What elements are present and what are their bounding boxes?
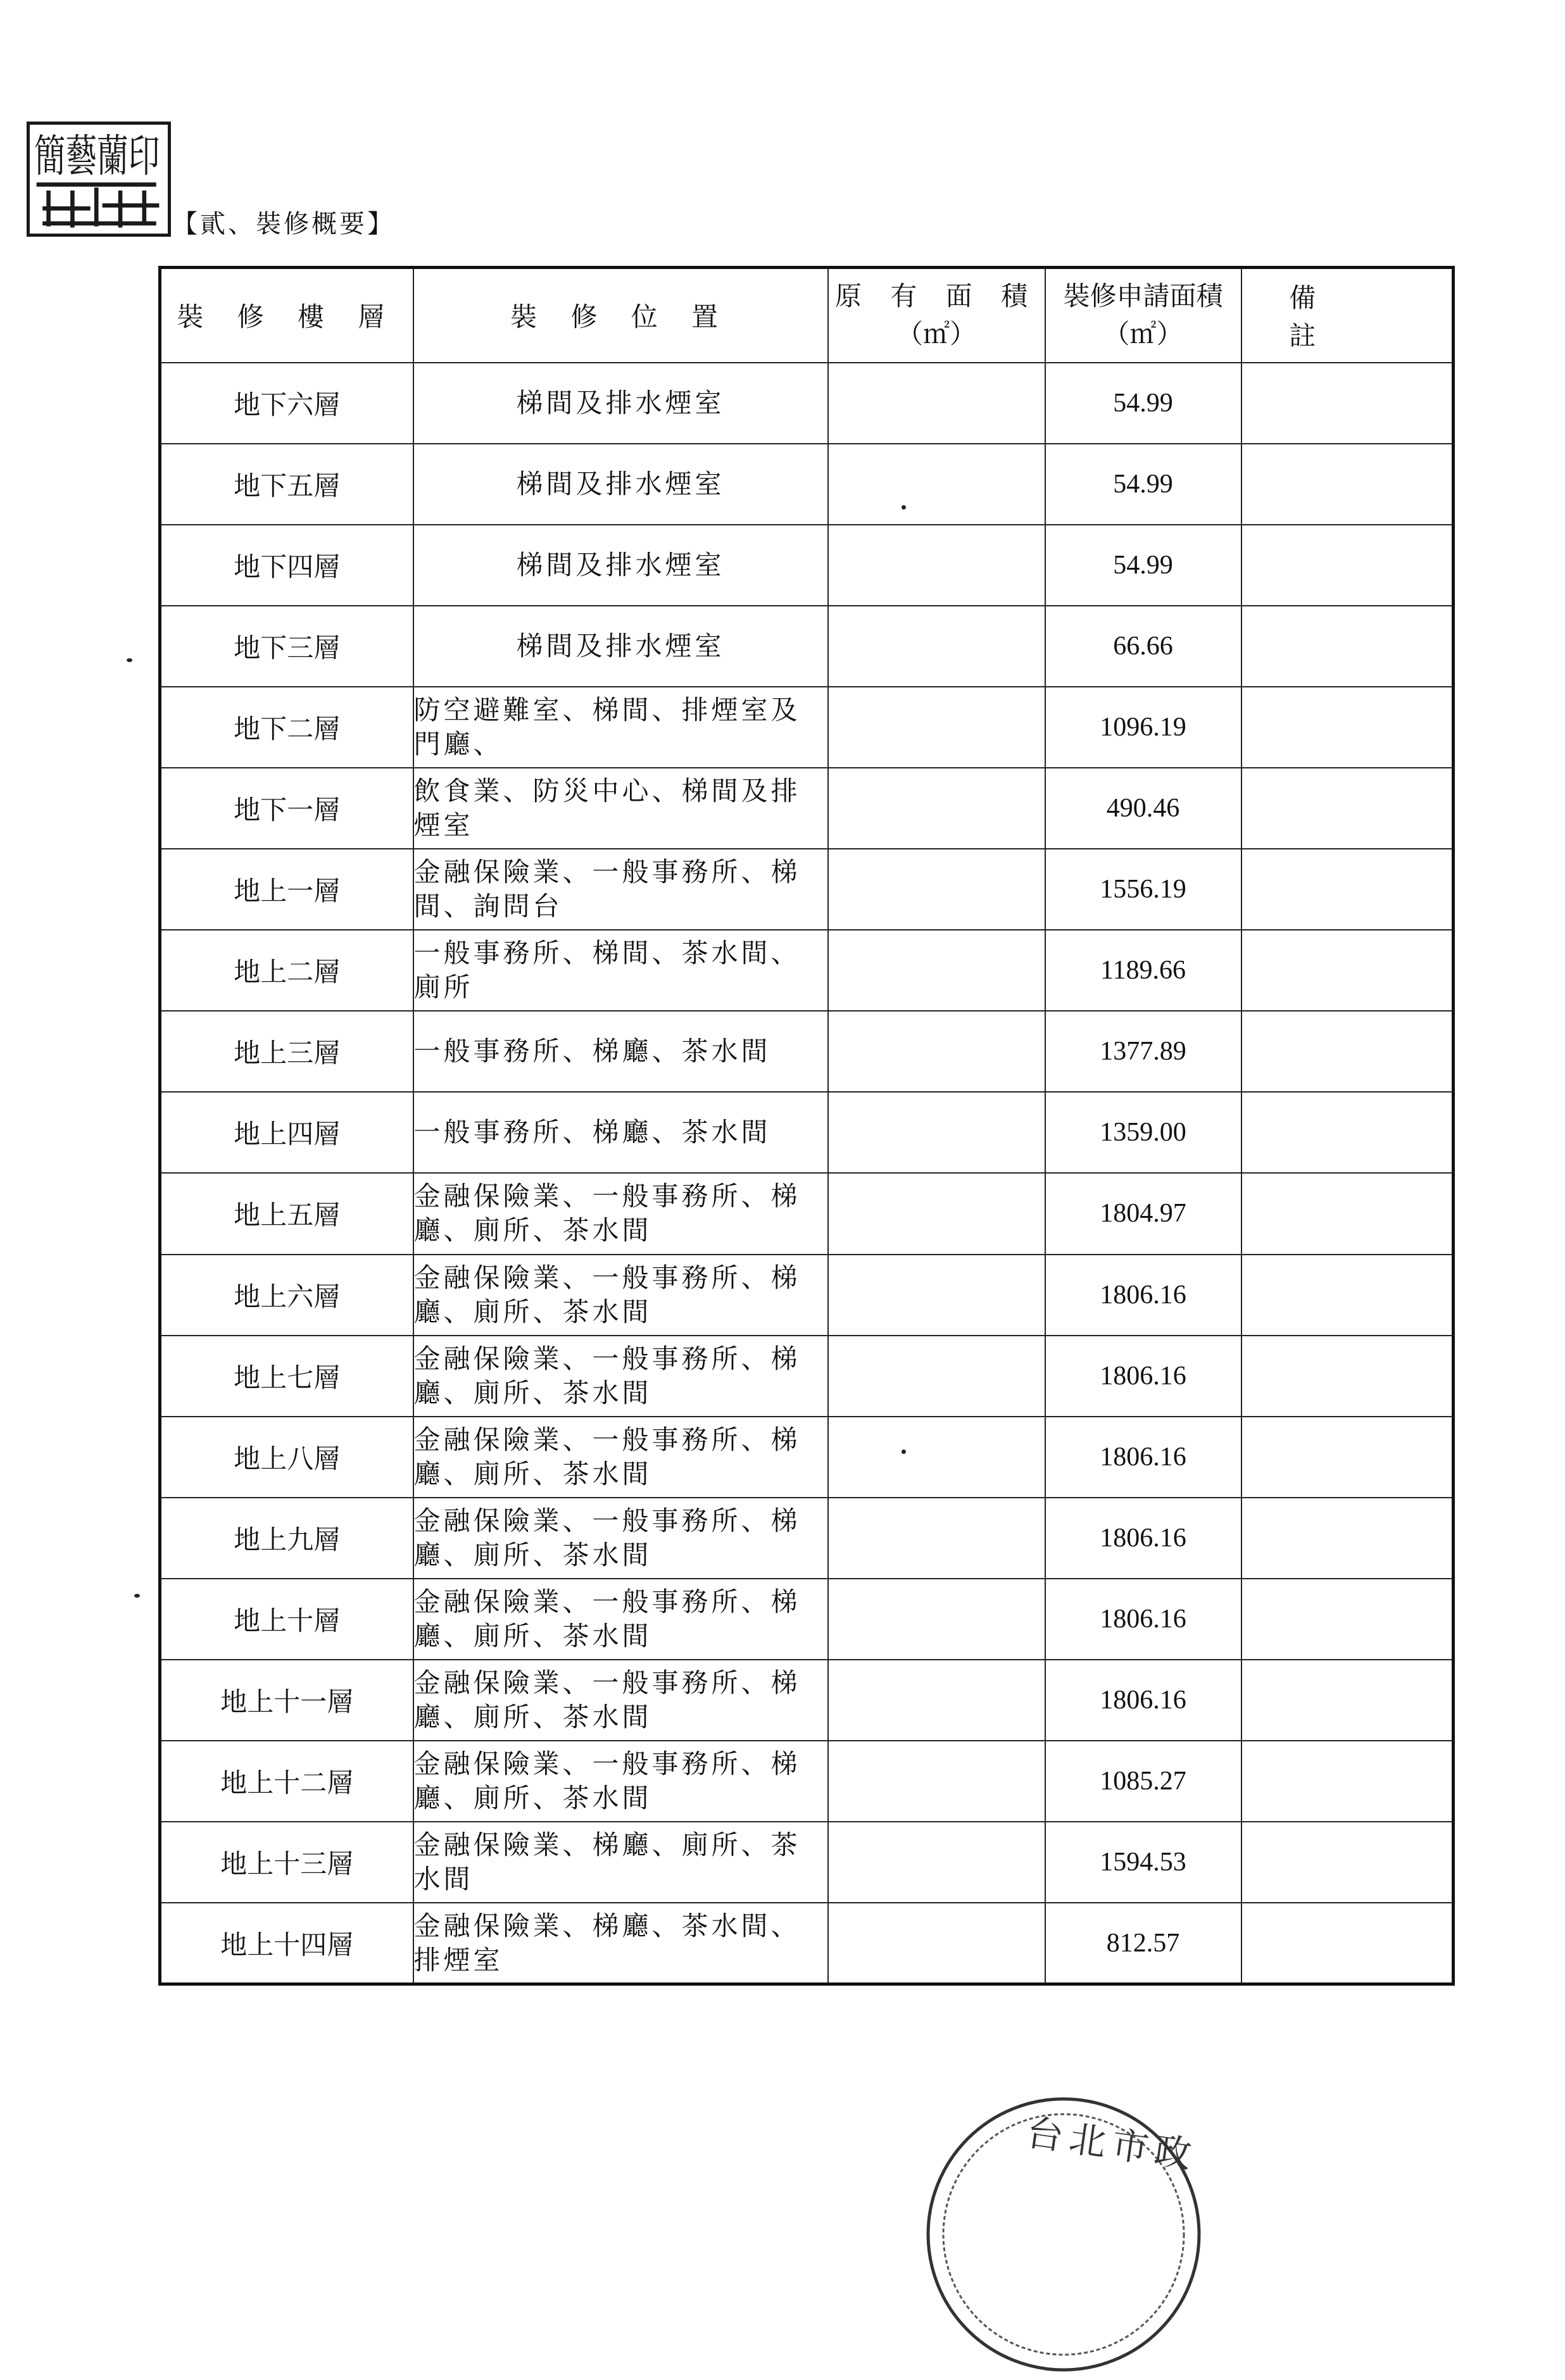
table-row bbox=[160, 1660, 1454, 1741]
location-cell: 梯間及排水煙室 bbox=[413, 363, 828, 444]
location-cell: 飲食業、防災中心、梯間及排煙室 bbox=[413, 768, 828, 849]
applied-area-cell: 1806.16 bbox=[1045, 1255, 1241, 1336]
floor-cell: 地下一層 bbox=[160, 768, 413, 849]
original-area-cell bbox=[828, 1903, 1045, 1984]
original-area-cell bbox=[828, 1741, 1045, 1822]
header-applied-area-unit: （㎡） bbox=[1103, 318, 1183, 350]
notes-cell bbox=[1241, 1255, 1454, 1336]
notes-cell bbox=[1241, 1011, 1454, 1092]
location-cell: 防空避難室、梯間、排煙室及門廳、 bbox=[413, 687, 828, 768]
floor-cell: 地上六層 bbox=[160, 1255, 413, 1336]
header-floor: 裝 修 樓 層 bbox=[160, 268, 413, 363]
applied-area-cell: 1806.16 bbox=[1045, 1660, 1241, 1741]
notes-cell bbox=[1241, 1660, 1454, 1741]
applied-area-cell: 1806.16 bbox=[1045, 1498, 1241, 1579]
table-row bbox=[160, 525, 1454, 606]
notes-cell bbox=[1241, 768, 1454, 849]
applied-area-cell: 1594.53 bbox=[1045, 1822, 1241, 1903]
original-area-cell bbox=[828, 525, 1045, 606]
applied-area-cell: 54.99 bbox=[1045, 525, 1241, 606]
table-row bbox=[160, 849, 1454, 930]
scan-speck bbox=[127, 658, 132, 662]
location-cell: 一般事務所、梯廳、茶水間 bbox=[413, 1092, 828, 1173]
seal-graphic bbox=[30, 125, 168, 234]
header-location: 裝 修 位 置 bbox=[413, 268, 828, 363]
section-title: 【貳、裝修概要】 bbox=[172, 210, 395, 239]
floor-cell: 地上七層 bbox=[160, 1336, 413, 1417]
floor-cell: 地上八層 bbox=[160, 1417, 413, 1498]
stamp-graphic bbox=[918, 2089, 1209, 2380]
applied-area-cell: 490.46 bbox=[1045, 768, 1241, 849]
header-applied-area-label: 裝修申請面積 bbox=[1063, 280, 1223, 312]
official-stamp bbox=[918, 2089, 1209, 2220]
applied-area-cell: 1806.16 bbox=[1045, 1579, 1241, 1660]
original-area-cell bbox=[828, 444, 1045, 525]
original-area-cell bbox=[828, 687, 1045, 768]
original-area-cell bbox=[828, 1092, 1045, 1173]
notes-cell bbox=[1241, 1092, 1454, 1173]
notes-cell bbox=[1241, 849, 1454, 930]
scan-speck bbox=[902, 505, 906, 510]
table-row bbox=[160, 1173, 1454, 1254]
applied-area-cell: 1359.00 bbox=[1045, 1092, 1241, 1173]
table-row bbox=[160, 1092, 1454, 1173]
notes-cell bbox=[1241, 1417, 1454, 1498]
scan-speck bbox=[902, 1450, 906, 1454]
applied-area-cell: 54.99 bbox=[1045, 444, 1241, 525]
notes-cell bbox=[1241, 606, 1454, 687]
floor-cell: 地下四層 bbox=[160, 525, 413, 606]
table-row bbox=[160, 930, 1454, 1011]
notes-cell bbox=[1241, 1822, 1454, 1903]
original-area-cell bbox=[828, 1579, 1045, 1660]
notes-cell bbox=[1241, 1336, 1454, 1417]
header-notes bbox=[1241, 268, 1520, 363]
applied-area-cell: 1096.19 bbox=[1045, 687, 1241, 768]
location-cell: 金融保險業、梯廳、茶水間、排煙室 bbox=[413, 1903, 828, 1984]
floor-cell: 地上十四層 bbox=[160, 1903, 413, 1984]
original-area-cell bbox=[828, 1173, 1045, 1254]
floor-cell: 地上四層 bbox=[160, 1092, 413, 1173]
header-row bbox=[160, 268, 1454, 363]
original-area-cell bbox=[828, 1255, 1045, 1336]
table-row bbox=[160, 768, 1454, 849]
location-cell: 梯間及排水煙室 bbox=[413, 525, 828, 606]
applied-area-cell: 1806.16 bbox=[1045, 1417, 1241, 1498]
original-area-cell bbox=[828, 1417, 1045, 1498]
notes-cell bbox=[1241, 1579, 1454, 1660]
location-cell: 金融保險業、一般事務所、梯廳、廁所、茶水間 bbox=[413, 1579, 828, 1660]
renovation-summary-table bbox=[158, 266, 1520, 1986]
seal-strokes bbox=[37, 185, 160, 228]
header-original-area bbox=[828, 268, 1045, 363]
location-cell: 一般事務所、梯間、茶水間、廁所 bbox=[413, 930, 828, 1011]
original-area-cell bbox=[828, 1336, 1045, 1417]
location-cell: 金融保險業、梯廳、廁所、茶水間 bbox=[413, 1822, 828, 1903]
location-cell: 梯間及排水煙室 bbox=[413, 444, 828, 525]
original-area-cell bbox=[828, 1660, 1045, 1741]
original-area-cell bbox=[828, 768, 1045, 849]
floor-cell: 地下二層 bbox=[160, 687, 413, 768]
floor-cell: 地下五層 bbox=[160, 444, 413, 525]
table-row bbox=[160, 1011, 1454, 1092]
table-row bbox=[160, 1822, 1454, 1903]
table-row bbox=[160, 1336, 1454, 1417]
applied-area-cell: 1806.16 bbox=[1045, 1336, 1241, 1417]
floor-cell: 地上十三層 bbox=[160, 1822, 413, 1903]
location-cell: 金融保險業、一般事務所、梯廳、廁所、茶水間 bbox=[413, 1741, 828, 1822]
table-row bbox=[160, 1741, 1454, 1822]
location-cell: 金融保險業、一般事務所、梯廳、廁所、茶水間 bbox=[413, 1498, 828, 1579]
floor-cell: 地上五層 bbox=[160, 1173, 413, 1254]
table-row bbox=[160, 687, 1454, 768]
table-row bbox=[160, 1903, 1454, 1984]
floor-cell: 地上三層 bbox=[160, 1011, 413, 1092]
stamp-text: 台北市政 bbox=[1024, 2110, 1201, 2177]
original-area-cell bbox=[828, 1822, 1045, 1903]
header-original-area-label: 原 有 面 積 bbox=[834, 280, 1038, 312]
location-cell: 金融保險業、一般事務所、梯廳、廁所、茶水間 bbox=[413, 1660, 828, 1741]
location-cell: 金融保險業、一般事務所、梯廳、廁所、茶水間 bbox=[413, 1417, 828, 1498]
notes-cell bbox=[1241, 444, 1454, 525]
location-cell: 金融保險業、一般事務所、梯廳、廁所、茶水間 bbox=[413, 1336, 828, 1417]
floor-cell: 地上一層 bbox=[160, 849, 413, 930]
notes-cell bbox=[1241, 1173, 1454, 1254]
applied-area-cell: 54.99 bbox=[1045, 363, 1241, 444]
floor-cell: 地上二層 bbox=[160, 930, 413, 1011]
location-cell: 金融保險業、一般事務所、梯間、詢問台 bbox=[413, 849, 828, 930]
notes-cell bbox=[1241, 687, 1454, 768]
header-applied-area bbox=[1045, 268, 1241, 363]
table-row bbox=[160, 1255, 1454, 1336]
location-cell: 金融保險業、一般事務所、梯廳、廁所、茶水間 bbox=[413, 1173, 828, 1254]
header-original-area-unit: （㎡） bbox=[896, 318, 976, 350]
applied-area-cell: 1085.27 bbox=[1045, 1741, 1241, 1822]
table-row bbox=[160, 1579, 1454, 1660]
seal-char-1: 簡藝蘭印 bbox=[34, 130, 160, 182]
original-area-cell bbox=[828, 1498, 1045, 1579]
original-area-cell bbox=[828, 1011, 1045, 1092]
floor-cell: 地上十一層 bbox=[160, 1660, 413, 1741]
header-notes-label: 備 註 bbox=[1289, 282, 1520, 352]
notes-cell bbox=[1241, 1498, 1454, 1579]
scan-speck bbox=[134, 1594, 140, 1598]
table-row bbox=[160, 1498, 1454, 1579]
applied-area-cell: 66.66 bbox=[1045, 606, 1241, 687]
location-cell: 金融保險業、一般事務所、梯廳、廁所、茶水間 bbox=[413, 1255, 828, 1336]
floor-cell: 地下六層 bbox=[160, 363, 413, 444]
original-area-cell bbox=[828, 606, 1045, 687]
applied-area-cell: 1189.66 bbox=[1045, 930, 1241, 1011]
applied-area-cell: 1377.89 bbox=[1045, 1011, 1241, 1092]
original-area-cell bbox=[828, 930, 1045, 1011]
applied-area-cell: 1556.19 bbox=[1045, 849, 1241, 930]
floor-cell: 地下三層 bbox=[160, 606, 413, 687]
table-row bbox=[160, 1417, 1454, 1498]
location-cell: 梯間及排水煙室 bbox=[413, 606, 828, 687]
table-row bbox=[160, 444, 1454, 525]
notes-cell bbox=[1241, 930, 1454, 1011]
applied-area-cell: 812.57 bbox=[1045, 1903, 1241, 1984]
floor-cell: 地上十二層 bbox=[160, 1741, 413, 1822]
personal-seal bbox=[27, 122, 171, 237]
notes-cell bbox=[1241, 525, 1454, 606]
floor-cell: 地上九層 bbox=[160, 1498, 413, 1579]
original-area-cell bbox=[828, 849, 1045, 930]
notes-cell bbox=[1241, 1741, 1454, 1822]
notes-cell bbox=[1241, 1903, 1454, 1984]
location-cell: 一般事務所、梯廳、茶水間 bbox=[413, 1011, 828, 1092]
table-row bbox=[160, 363, 1454, 444]
table-row bbox=[160, 606, 1454, 687]
original-area-cell bbox=[828, 363, 1045, 444]
applied-area-cell: 1804.97 bbox=[1045, 1173, 1241, 1254]
floor-cell: 地上十層 bbox=[160, 1579, 413, 1660]
notes-cell bbox=[1241, 363, 1454, 444]
